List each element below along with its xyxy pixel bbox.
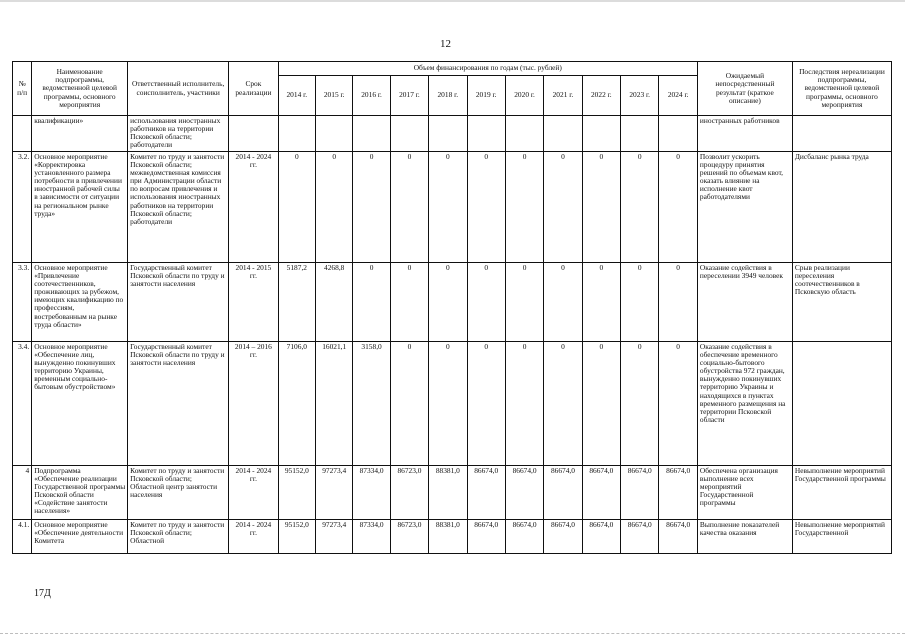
- row-term: 2014 - 2024 гг.: [229, 152, 278, 263]
- header-name: Наименование подпрограммы, ведомственной целевой программы, основного мероприятия: [32, 62, 128, 116]
- scan-edge-bottom: [0, 633, 905, 637]
- funding-value: 0: [467, 342, 505, 466]
- table-header: [13, 62, 892, 116]
- funding-value: 0: [659, 263, 698, 342]
- funding-value: 86674,0: [467, 466, 505, 520]
- funding-value: [544, 116, 582, 152]
- funding-value: [621, 116, 659, 152]
- table-row: [13, 342, 892, 466]
- funding-value: 0: [544, 263, 582, 342]
- funding-value: [353, 116, 390, 152]
- row-consequences: Невыполнение мероприятий Государственной: [792, 520, 891, 554]
- header-year: 2023 г.: [621, 76, 659, 116]
- row-name: Основное мероприятие «Обеспечение лиц, вынужденно покинувших территорию Украины, временным социально-бытовым обустройством»: [32, 342, 128, 466]
- row-number: 3.4.: [13, 342, 32, 466]
- funding-value: 0: [544, 152, 582, 263]
- funding-value: [278, 116, 315, 152]
- row-number: 4.1.: [13, 520, 32, 554]
- funding-value: 0: [621, 263, 659, 342]
- funding-value: 86674,0: [544, 466, 582, 520]
- header-year: 2016 г.: [353, 76, 390, 116]
- row-result: Обеспечена организация выполнение всех мероприятий Государственной программы: [697, 466, 792, 520]
- row-consequences: Дисбаланс рынка труда: [792, 152, 891, 263]
- funding-value: 0: [467, 263, 505, 342]
- row-number: 3.3.: [13, 263, 32, 342]
- header-consequences: Последствия нереализации подпрограммы, ведомственной целевой программы, основного мероприятия: [792, 62, 891, 116]
- header-year: 2021 г.: [544, 76, 582, 116]
- funding-value: 95152,0: [278, 520, 315, 554]
- funding-value: 0: [659, 342, 698, 466]
- row-name: Основное мероприятие «Привлечение соотечественников, проживающих за рубежом, имеющих квалификацию по профессиям, востребованным на рынке труда области»: [32, 263, 128, 342]
- page-number: 12: [440, 38, 451, 50]
- row-executor: Комитет по труду и занятости Псковской области; Областной центр занятости населения: [128, 466, 229, 520]
- row-consequences: Невыполнение мероприятий Государственной программы: [792, 466, 891, 520]
- header-year: 2018 г.: [429, 76, 467, 116]
- funding-value: 88381,0: [429, 466, 467, 520]
- row-result: Оказание содействия в переселении 3949 человек: [697, 263, 792, 342]
- header-term: Срок реализации: [229, 62, 278, 116]
- row-number: [13, 116, 32, 152]
- header-funding: Объем финансирования по годам (тыс. рублей): [278, 62, 697, 76]
- funding-value: [467, 116, 505, 152]
- row-result: иностранных работников: [697, 116, 792, 152]
- funding-value: 97273,4: [316, 466, 353, 520]
- header-year: 2014 г.: [278, 76, 315, 116]
- funding-value: 97273,4: [316, 520, 353, 554]
- table-row: [13, 152, 892, 263]
- row-consequences: [792, 116, 891, 152]
- funding-value: 0: [659, 152, 698, 263]
- row-term: 2014 - 2024 гг.: [229, 520, 278, 554]
- funding-value: 4268,8: [316, 263, 353, 342]
- funding-value: 87334,0: [353, 466, 390, 520]
- row-executor: Комитет по труду и занятости Псковской области; межведомственная комиссия при Администрации области по вопросам привлечения и использования иностранных работников на территории Псковской области; работодатели: [128, 152, 229, 263]
- header-year: 2022 г.: [582, 76, 620, 116]
- funding-value: 0: [278, 152, 315, 263]
- funding-value: 0: [582, 263, 620, 342]
- row-executor: Комитет по труду и занятости Псковской области; Областной: [128, 520, 229, 554]
- funding-value: 86674,0: [659, 466, 698, 520]
- funding-value: 0: [505, 152, 543, 263]
- row-name: Подпрограмма «Обеспечение реализации Государственной программы Псковской области «Содействие занятости населения»: [32, 466, 128, 520]
- funding-value: 0: [467, 152, 505, 263]
- funding-value: 0: [429, 342, 467, 466]
- funding-value: 86674,0: [505, 466, 543, 520]
- funding-value: 88381,0: [429, 520, 467, 554]
- row-name: квалификации»: [32, 116, 128, 152]
- funding-value: 0: [505, 263, 543, 342]
- funding-value: 86674,0: [467, 520, 505, 554]
- funding-value: [659, 116, 698, 152]
- row-consequences: [792, 342, 891, 466]
- table-body: [13, 116, 892, 554]
- header-year: 2020 г.: [505, 76, 543, 116]
- row-term: [229, 116, 278, 152]
- funding-value: 0: [353, 152, 390, 263]
- row-number: 3.2.: [13, 152, 32, 263]
- funding-value: 0: [353, 263, 390, 342]
- table-row: [13, 116, 892, 152]
- row-executor: Государственный комитет Псковской области по труду и занятости населения: [128, 263, 229, 342]
- row-executor: использования иностранных работников на территории Псковской области; работодатели: [128, 116, 229, 152]
- row-term: 2014 – 2016 гг.: [229, 342, 278, 466]
- program-table: [12, 61, 892, 554]
- funding-value: 0: [429, 263, 467, 342]
- row-result: Выполнение показателей качества оказания: [697, 520, 792, 554]
- header-year: 2015 г.: [316, 76, 353, 116]
- funding-value: [582, 116, 620, 152]
- funding-value: 87334,0: [353, 520, 390, 554]
- funding-value: 0: [390, 152, 428, 263]
- funding-value: 0: [582, 342, 620, 466]
- table-row: [13, 520, 892, 554]
- funding-value: [505, 116, 543, 152]
- funding-value: [429, 116, 467, 152]
- scan-edge-top: [0, 0, 905, 2]
- funding-value: 0: [429, 152, 467, 263]
- funding-value: 0: [316, 152, 353, 263]
- row-term: 2014 - 2024 гг.: [229, 466, 278, 520]
- document-code: 17Д: [34, 588, 51, 599]
- row-name: Основное мероприятие «Корректировка установленного размера потребности в привлечении иностранной рабочей силы в зависимости от ситуации на региональном рынке труда»: [32, 152, 128, 263]
- header-num: № п/п: [13, 62, 32, 116]
- funding-value: [316, 116, 353, 152]
- row-executor: Государственный комитет Псковской области по труду и занятости населения: [128, 342, 229, 466]
- funding-value: 86723,0: [390, 520, 428, 554]
- row-result: Позволит ускорить процедуру принятия решений по объемам квот, оказать влияние на исполнение квот работодателями: [697, 152, 792, 263]
- funding-value: 86674,0: [582, 466, 620, 520]
- funding-value: 0: [390, 342, 428, 466]
- header-year: 2019 г.: [467, 76, 505, 116]
- funding-value: 0: [621, 152, 659, 263]
- funding-value: [390, 116, 428, 152]
- funding-value: 0: [544, 342, 582, 466]
- funding-value: 3158,0: [353, 342, 390, 466]
- table-row: [13, 466, 892, 520]
- funding-value: 86674,0: [621, 466, 659, 520]
- funding-value: 16021,1: [316, 342, 353, 466]
- funding-value: 86674,0: [544, 520, 582, 554]
- table-row: [13, 263, 892, 342]
- header-year: 2017 г.: [390, 76, 428, 116]
- header-executor: Ответственный исполнитель, соисполнитель, участники: [128, 62, 229, 116]
- row-number: 4: [13, 466, 32, 520]
- funding-value: 0: [505, 342, 543, 466]
- row-term: 2014 - 2015 гг.: [229, 263, 278, 342]
- funding-value: 86674,0: [505, 520, 543, 554]
- funding-value: 5187,2: [278, 263, 315, 342]
- header-year: 2024 г.: [659, 76, 698, 116]
- header-result: Ожидаемый непосредственный результат (краткое описание): [697, 62, 792, 116]
- funding-value: 86674,0: [582, 520, 620, 554]
- row-result: Оказание содействия в обеспечение временного социально-бытового обустройства 972 граждан, вынужденно покинувших территорию Украины и находящихся в пунктах временного размещения на территории Псковской области: [697, 342, 792, 466]
- row-consequences: Срыв реализации переселения соотечественников в Псковскую область: [792, 263, 891, 342]
- funding-value: 86723,0: [390, 466, 428, 520]
- funding-value: 86674,0: [659, 520, 698, 554]
- row-name: Основное мероприятие «Обеспечение деятельности Комитета: [32, 520, 128, 554]
- funding-value: 95152,0: [278, 466, 315, 520]
- funding-value: 86674,0: [621, 520, 659, 554]
- funding-value: 0: [582, 152, 620, 263]
- funding-value: 0: [621, 342, 659, 466]
- funding-value: 0: [390, 263, 428, 342]
- funding-value: 7106,0: [278, 342, 315, 466]
